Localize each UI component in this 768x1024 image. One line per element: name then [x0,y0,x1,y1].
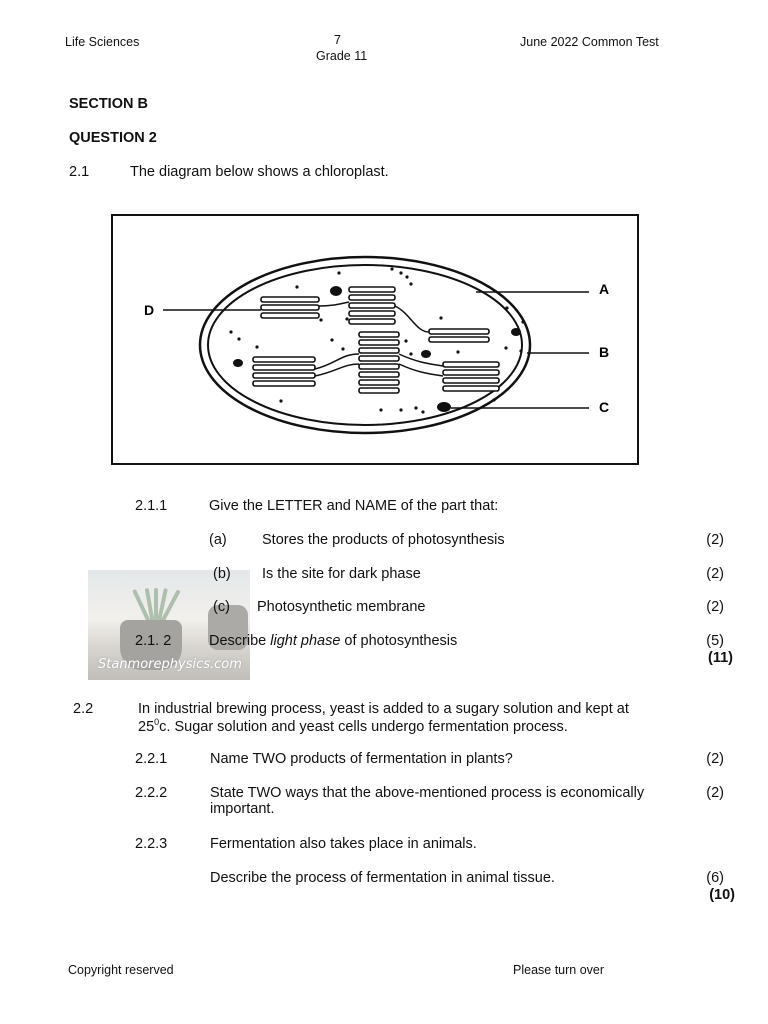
q2-1-text: The diagram below shows a chloroplast. [130,164,389,180]
q2-1-2-number: 2.1. 2 [135,633,172,649]
q2-1-number: 2.1 [69,164,90,180]
chloroplast-diagram [111,214,639,466]
granum-2 [349,287,395,324]
item-a-marks: (2) [706,532,724,548]
item-a-text: Stores the products of photosynthesis [262,532,505,548]
item-b-marks: (2) [706,566,724,582]
label-a: A [599,281,610,297]
q2-2-2-number: 2.2.2 [135,785,168,801]
footer-copyright: Copyright reserved [68,963,174,977]
header-page-number: 7 [334,33,341,47]
item-b-text: Is the site for dark phase [262,566,421,582]
label-b: B [599,344,610,360]
q2-2-total-marks: (10) [709,887,735,903]
item-c-text: Photosynthetic membrane [257,599,426,615]
q2-2-number: 2.2 [73,701,94,717]
q2-2-2-marks: (2) [706,785,724,801]
q2-2-2-line1: State TWO ways that the above-mentioned process is economically [210,785,645,801]
item-b-letter: (b) [213,566,231,582]
item-c-letter: (c) [213,599,230,615]
watermark-image [88,570,250,680]
item-a-letter: (a) [209,532,227,548]
q2-2-3-marks: (6) [706,870,724,886]
q2-2-1-number: 2.2.1 [135,751,168,767]
q2-2-1-text: Name TWO products of fermentation in plants? [210,751,513,767]
q2-2-3-line2: Describe the process of fermentation in animal tissue. [210,870,555,886]
q2-2-line1: In industrial brewing process, yeast is added to a sugary solution and kept at [138,701,629,717]
item-c-marks: (2) [706,599,724,615]
q2-1-1-number: 2.1.1 [135,498,168,514]
q2-2-2-line2: important. [210,801,275,817]
footer-turn-over: Please turn over [513,963,605,977]
q2-2-line2: $25^0c$. Sugar solution and yeast cells undergo fermentation process. [138,717,568,735]
label-d: D [144,302,155,318]
section-title: SECTION B [69,96,148,112]
label-c: C [599,399,610,415]
q2-1-2-marks: (5) [706,633,724,649]
header-subject: Life Sciences [65,35,140,49]
q2-1-2-text: Describe light phase of photosynthesis [209,633,458,649]
header-test: June 2022 Common Test [520,35,659,49]
q2-1-1-text: Give the LETTER and NAME of the part that: [209,498,499,514]
watermark-text: Stanmorephysics.com [98,657,242,672]
q2-2-3-line1: Fermentation also takes place in animals. [210,836,477,852]
q2-2-1-marks: (2) [706,751,724,767]
header-grade: Grade 11 [316,49,368,63]
q2-2-3-number: 2.2.3 [135,836,168,852]
question-title: QUESTION 2 [69,130,157,146]
q2-1-total-marks: (11) [708,650,733,666]
granum-1 [261,297,319,318]
